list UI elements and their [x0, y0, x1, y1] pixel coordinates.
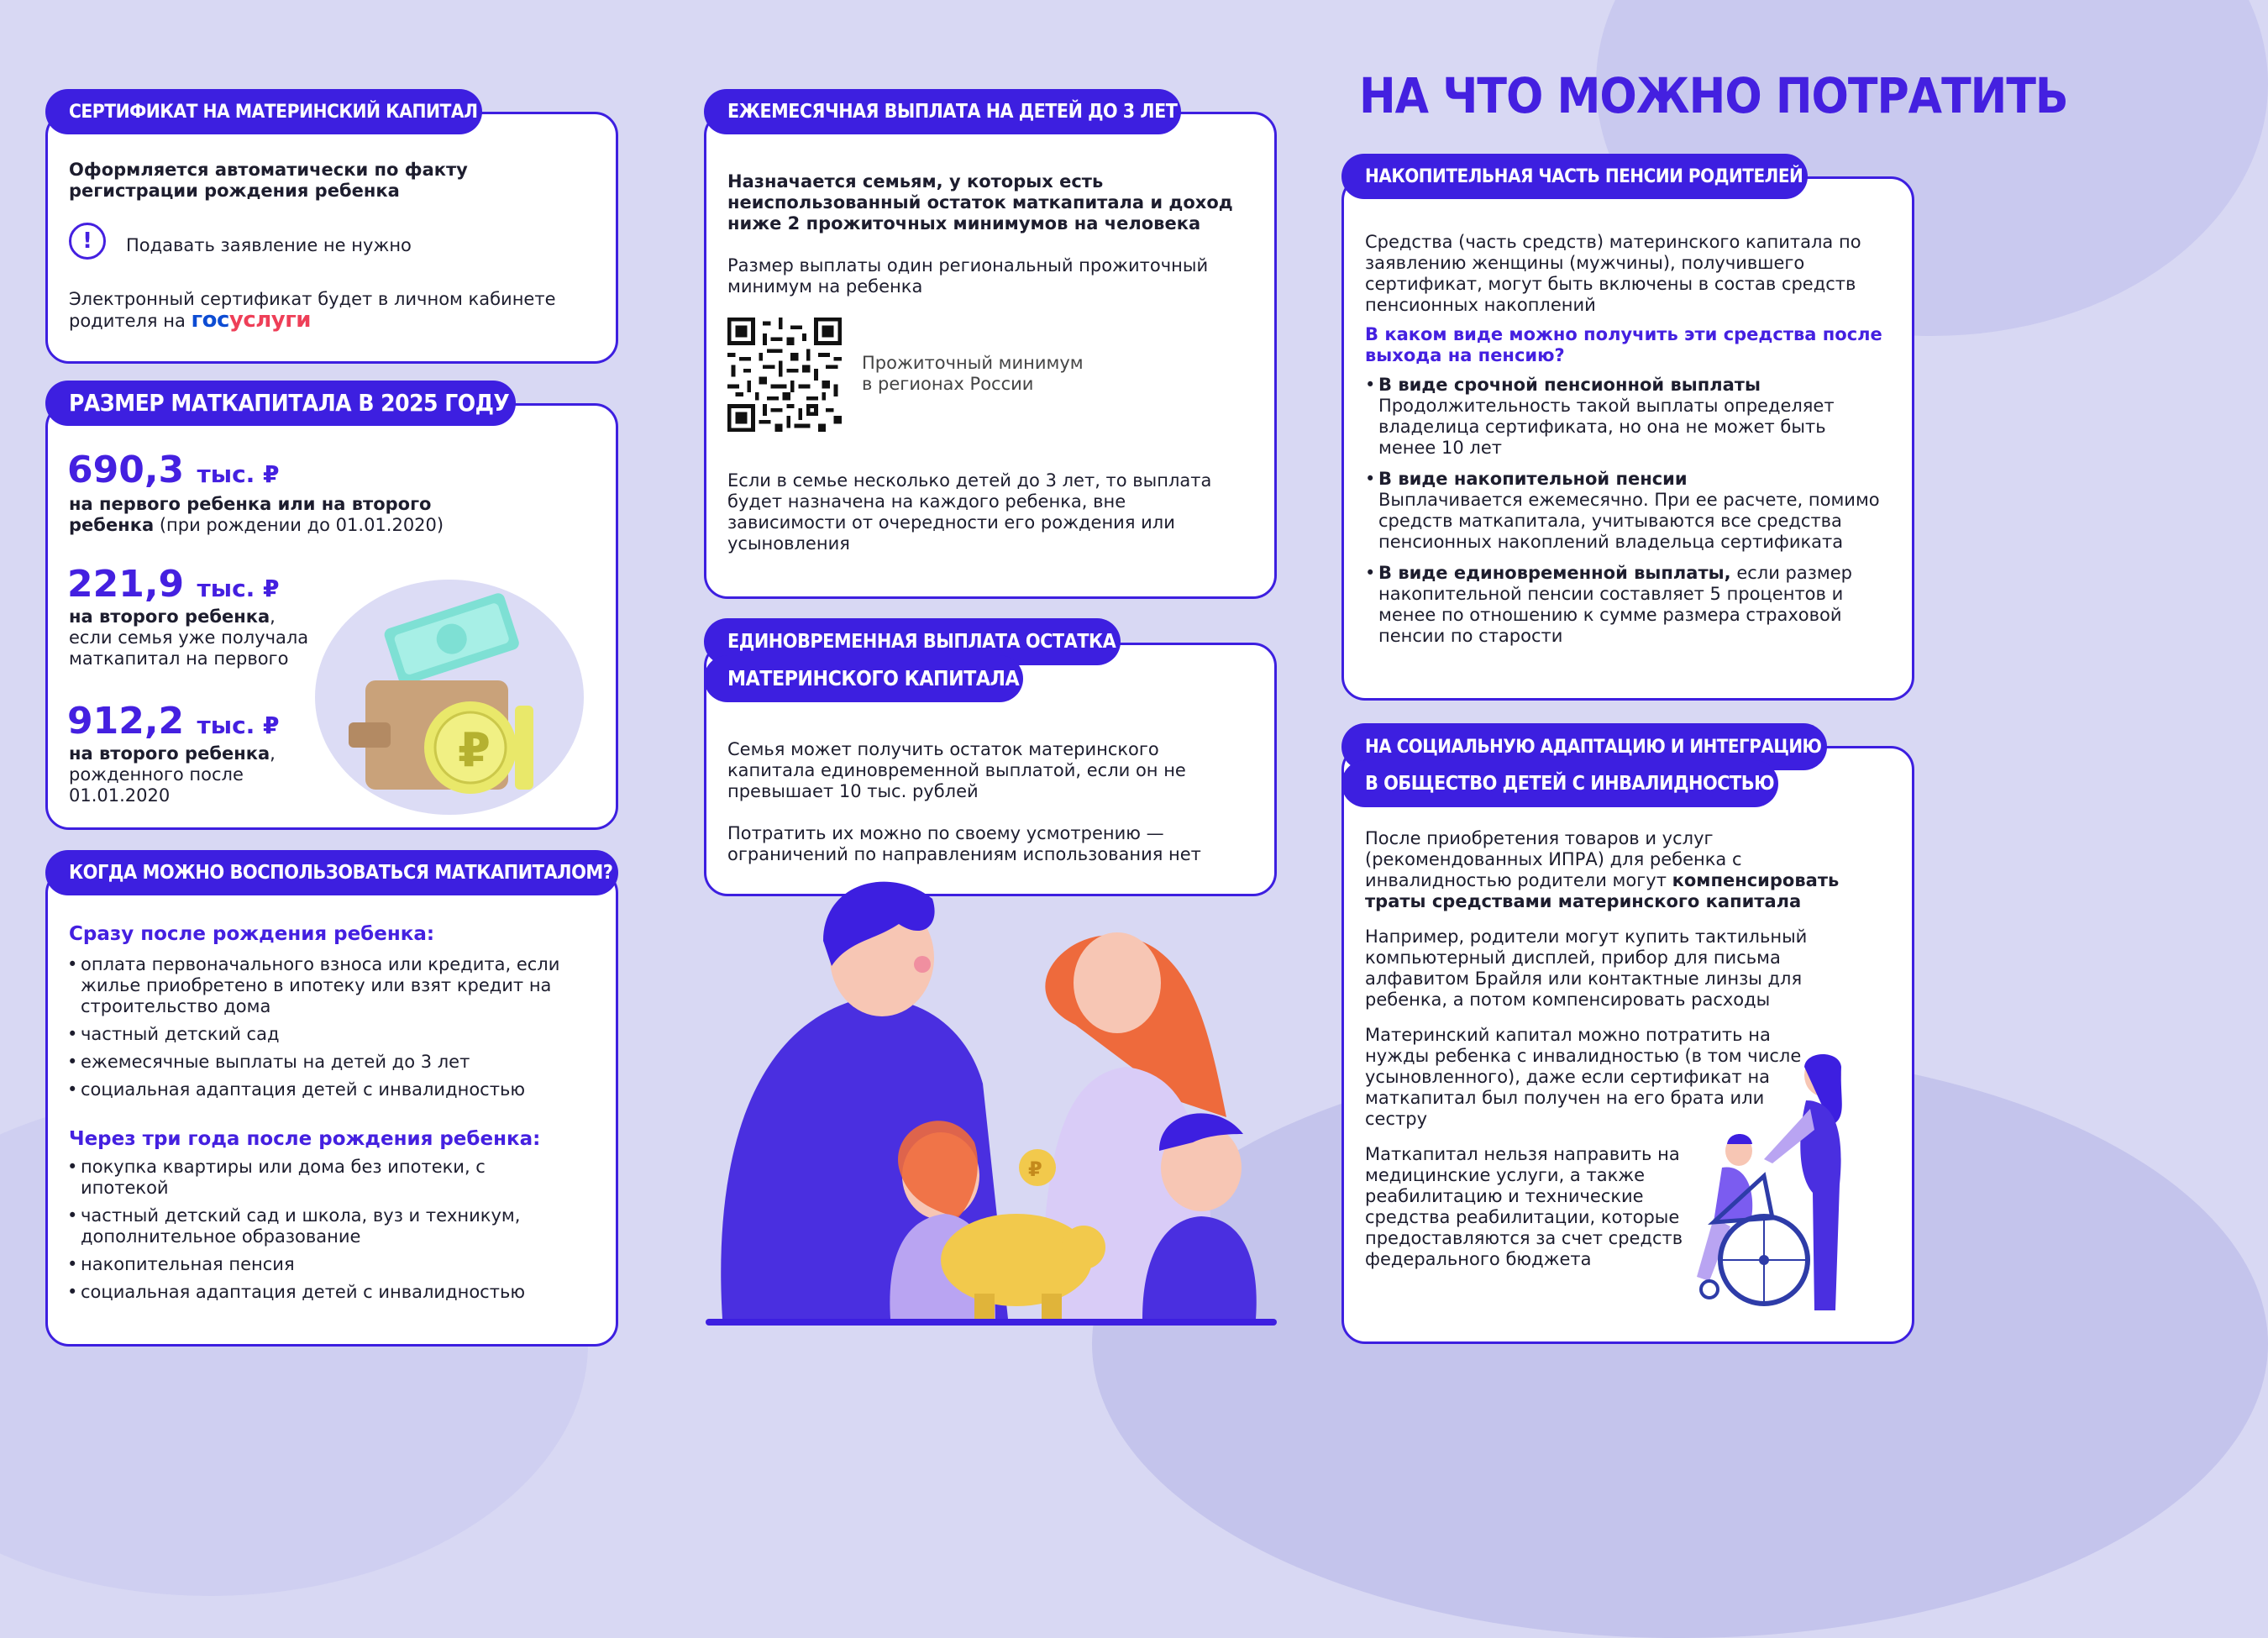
social-title-1: НА СОЦИАЛЬНУЮ АДАПТАЦИЮ И ИНТЕГРАЦИЮ	[1341, 723, 1827, 770]
after-three-list	[67, 1157, 571, 1310]
monthly-size: Размер выплаты один региональный прожиточный минимум на ребенка	[727, 255, 1209, 297]
size-title: РАЗМЕР МАТКАПИТАЛА В 2025 ГОДУ	[45, 381, 516, 426]
list-item: • В виде накопительной пенсии Выплачивается ежемесячно. При ее расчете, помимо средств маткапитала, учитываются все средства пенсионных накоплений владельца сертификата	[1365, 469, 1886, 553]
list-item: • ежемесячные выплаты на детей до 3 лет	[67, 1052, 571, 1073]
svg-text:₽: ₽	[1028, 1158, 1042, 1181]
certificate-notice: Подавать заявление не нужно	[126, 235, 412, 255]
social-p2: Например, родители могут купить тактильный компьютерный дисплей, прибор для письма алфавитом Брайля или контактные линзы для ребенка, а потом компенсировать расходы	[1365, 927, 1808, 1010]
wheelchair-illustration	[1663, 1050, 1865, 1327]
amount-912: 912,2 тыс. ₽	[67, 700, 280, 743]
list-item: • социальная адаптация детей с инвалидностью	[67, 1282, 571, 1303]
family-illustration	[706, 865, 1285, 1336]
wallet-illustration	[323, 580, 592, 823]
amount-690: 690,3 тыс. ₽	[67, 449, 280, 491]
list-item: • накопительная пенсия	[67, 1254, 571, 1275]
monthly-title: ЕЖЕМЕСЯЧНАЯ ВЫПЛАТА НА ДЕТЕЙ ДО 3 ЛЕТ	[704, 89, 1181, 134]
social-title-2: В ОБЩЕСТВО ДЕТЕЙ С ИНВАЛИДНОСТЬЮ	[1341, 760, 1778, 807]
list-item: • покупка квартиры или дома без ипотеки, с ипотекой	[67, 1157, 571, 1199]
lump-title-2: МАТЕРИНСКОГО КАПИТАЛА	[704, 655, 1023, 702]
amount-221: 221,9 тыс. ₽	[67, 563, 280, 606]
pension-intro: Средства (часть средств) материнского капитала по заявлению женщины (мужчины), получившего сертификат, могут быть включены в состав средств пенсионных накоплений	[1365, 232, 1861, 315]
list-item: • В виде срочной пенсионной выплаты Продолжительность такой выплаты определяет владелица сертификата, но она не может быть менее 10 лет	[1365, 375, 1886, 459]
lump-text-1: Семья может получить остаток материнского капитала единовременной выплатой, если он не превышает 10 тыс. рублей	[727, 739, 1186, 801]
pension-options	[1365, 375, 1886, 654]
after-three-heading: Через три года после рождения ребенка:	[69, 1128, 541, 1150]
monthly-eligibility: Назначается семьям, у которых есть неиспользованный остаток маткапитала и доход ниже 2 прожиточных минимумов на человека	[727, 171, 1233, 234]
when-title: КОГДА МОЖНО ВОСПОЛЬЗОВАТЬСЯ МАТКАПИТАЛОМ?	[45, 850, 618, 895]
list-item: • частный детский сад и школа, вуз и техникум, дополнительное образование	[67, 1205, 571, 1247]
after-birth-heading: Сразу после рождения ребенка:	[69, 923, 435, 945]
qr-caption: Прожиточный минимум в регионах России	[862, 353, 1084, 394]
list-item: • социальная адаптация детей с инвалидностью	[67, 1079, 571, 1100]
list-item: • оплата первоначального взноса или кредита, если жилье приобретено в ипотеку или взят кредит на строительство дома	[67, 954, 571, 1017]
qr-code[interactable]	[727, 318, 842, 432]
list-item: • В виде единовременной выплаты, если размер накопительной пенсии составляет 5 процентов и менее по отношению к сумме размера страховой пенсии по старости	[1365, 563, 1886, 647]
list-item: • частный детский сад	[67, 1024, 571, 1045]
amount-690-desc: на первого ребенка или на второго ребенка (при рождении до 01.01.2020)	[69, 494, 444, 535]
pension-question: В каком виде можно получить эти средства после выхода на пенсию?	[1365, 324, 1882, 365]
certificate-electronic-text: Электронный сертификат будет в личном кабинете родителя на госуслуги	[69, 289, 556, 333]
lump-text-2: Потратить их можно по своему усмотрению — ограничений по направлениям использования нет	[727, 823, 1201, 864]
certificate-title: СЕРТИФИКАТ НА МАТЕРИНСКИЙ КАПИТАЛ	[45, 89, 482, 134]
gosuslugi-logo[interactable]: госуслуги	[191, 307, 312, 333]
social-p4: Маткапитал нельзя направить на медицинские услуги, а также реабилитацию и технические средства реабилитации, которые предоставляются за счет средств федерального бюджета	[1365, 1144, 1683, 1269]
page-title: НА ЧТО МОЖНО ПОТРАТИТЬ	[1359, 67, 2068, 124]
certificate-auto-text: Оформляется автоматически по факту регистрации рождения ребенка	[69, 160, 468, 201]
amount-912-desc: на второго ребенка, рожденного после 01.01.2020	[69, 743, 276, 806]
monthly-note: Если в семье несколько детей до 3 лет, то выплата будет назначена на каждого ребенка, вне зависимости от очередности его рождения или усыновления	[727, 470, 1212, 554]
svg-text:₽: ₽	[458, 723, 491, 778]
after-birth-list	[67, 954, 571, 1107]
social-p3: Материнский капитал можно потратить на нужды ребенка с инвалидностью (в том числе усыновленного), даже если сертификат на маткапитал был получен на его брата или сестру	[1365, 1025, 1802, 1129]
social-p1: После приобретения товаров и услуг (рекомендованных ИПРА) для ребенка с инвалидностью родители могут компенсировать траты средствами материнского капитала	[1365, 828, 1840, 911]
pension-title: НАКОПИТЕЛЬНАЯ ЧАСТЬ ПЕНСИИ РОДИТЕЛЕЙ	[1341, 154, 1808, 199]
exclamation-circle-icon: !	[69, 223, 106, 260]
amount-221-desc: на второго ребенка, если семья уже получала маткапитал на первого	[69, 606, 309, 669]
lump-title-1: ЕДИНОВРЕМЕННАЯ ВЫПЛАТА ОСТАТКА	[704, 618, 1121, 665]
